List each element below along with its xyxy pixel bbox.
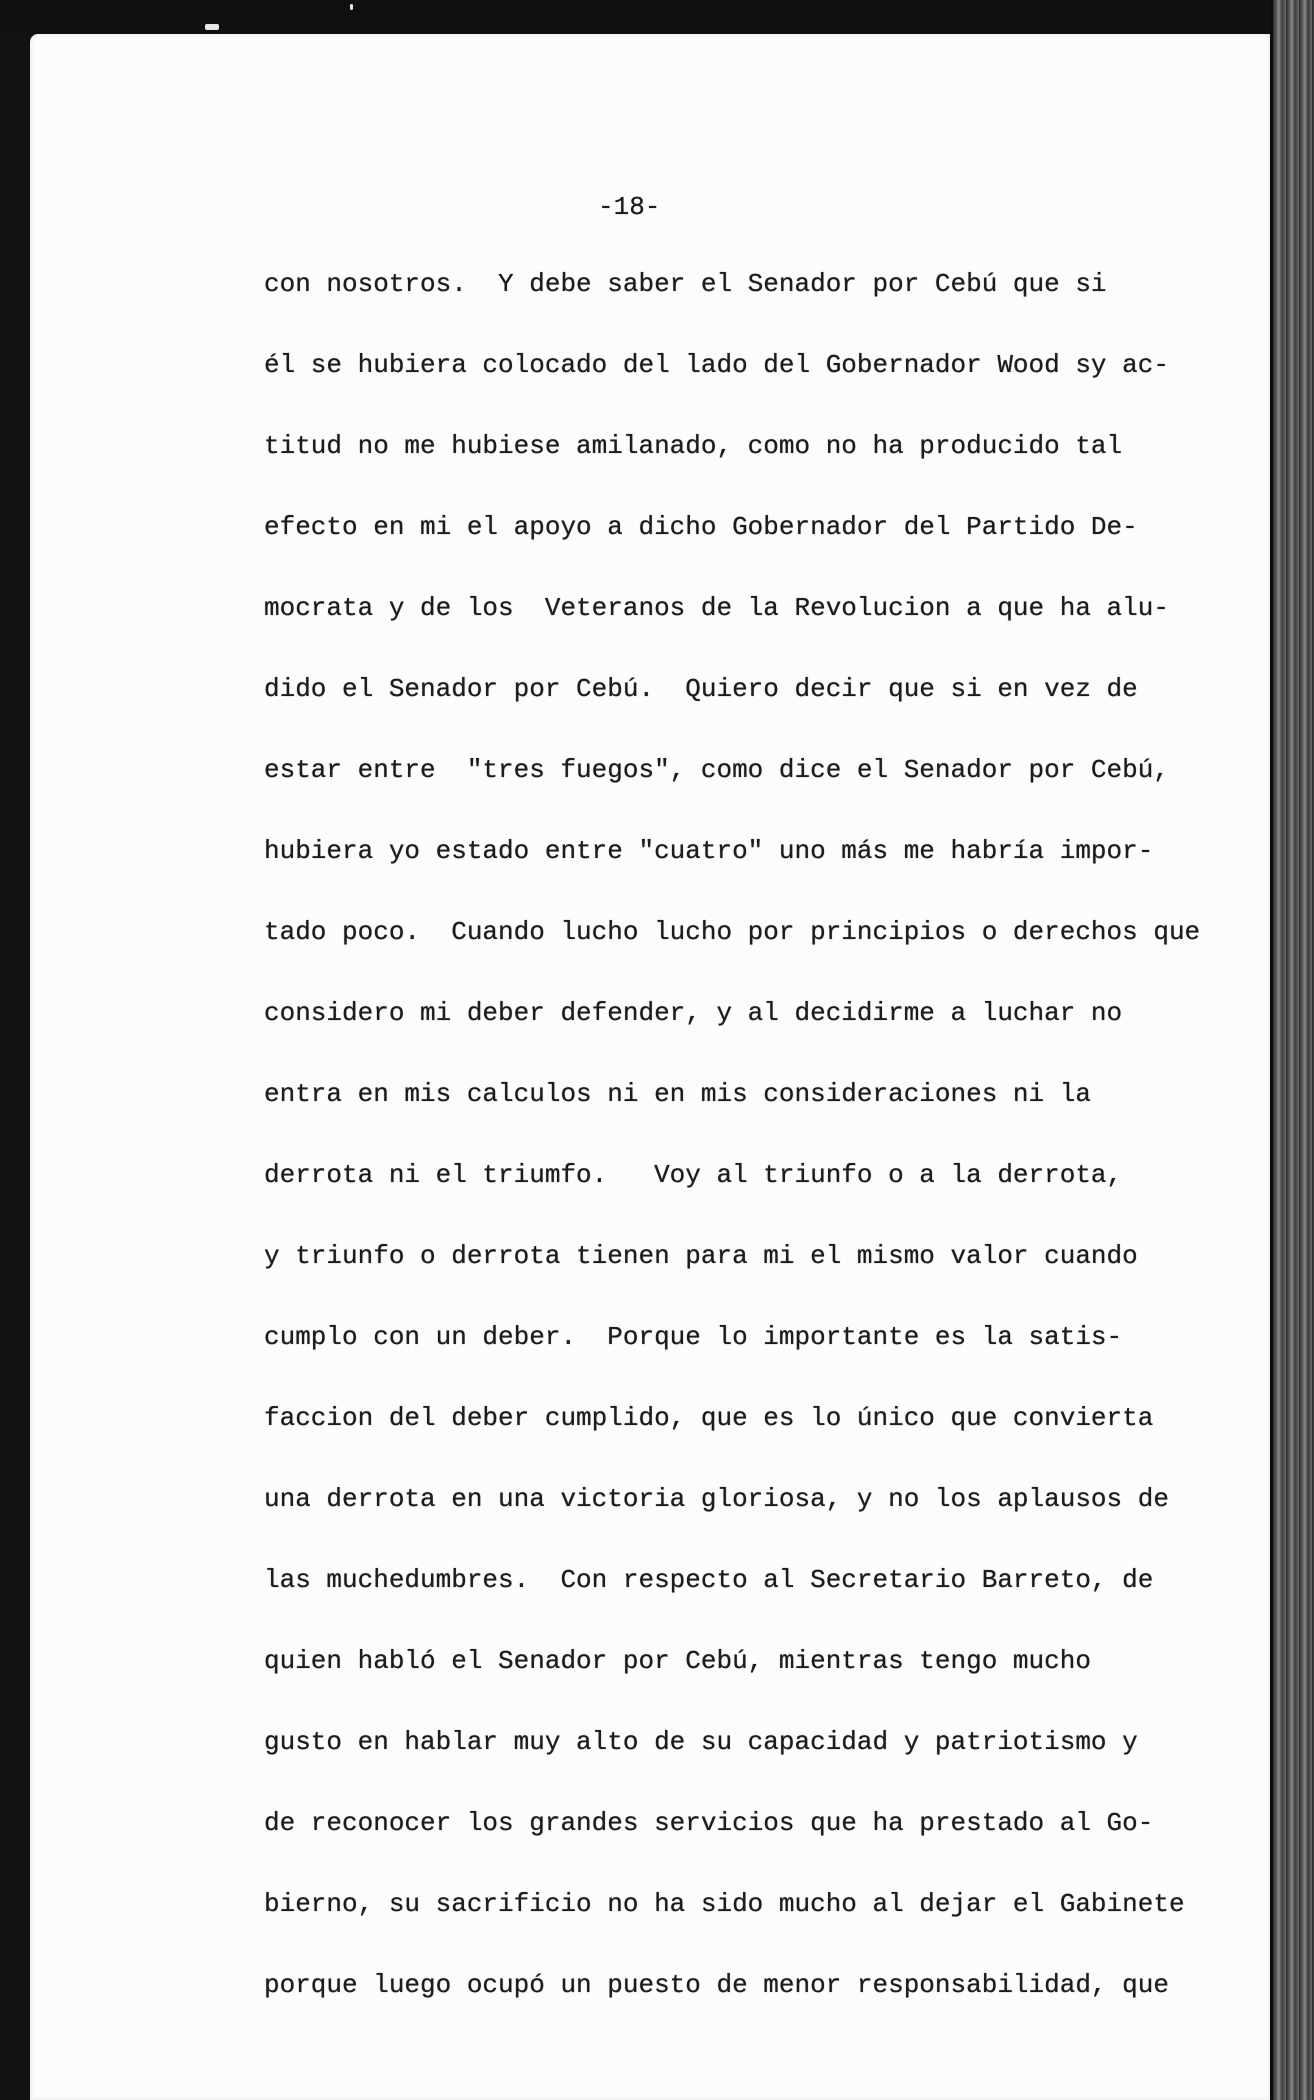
scan-top-border [0,0,1270,34]
text-line: mocrata y de los Veteranos de la Revolucion a que ha alu- [264,593,1169,623]
text-line: de reconocer los grandes servicios que ha prestado al Go- [264,1808,1154,1838]
text-line: faccion del deber cumplido, que es lo único que convierta [264,1403,1154,1433]
text-line: con nosotros. Y debe saber el Senador por Cebú que si [264,269,1107,299]
page-number: -18- [598,192,661,222]
dust-speck [205,24,219,30]
text-line: bierno, su sacrificio no ha sido mucho al dejar el Gabinete [264,1889,1185,1919]
body-text [264,244,1244,2026]
text-line: él se hubiera colocado del lado del Gobernador Wood sy ac- [264,350,1169,380]
text-line: efecto en mi el apoyo a dicho Gobernador del Partido De- [264,512,1138,542]
text-line: dido el Senador por Cebú. Quiero decir que si en vez de [264,674,1138,704]
dust-speck [350,4,353,10]
text-line: quien habló el Senador por Cebú, mientras tengo mucho [264,1646,1091,1676]
text-line: derrota ni el triumfo. Voy al triunfo o a la derrota, [264,1160,1123,1190]
text-line: entra en mis calculos ni en mis consideraciones ni la [264,1079,1091,1109]
text-line: una derrota en una victoria gloriosa, y no los aplausos de [264,1484,1169,1514]
text-line: hubiera yo estado entre "cuatro" uno más me habría impor- [264,836,1154,866]
text-line: cumplo con un deber. Porque lo importante es la satis- [264,1322,1123,1352]
text-line: y triunfo o derrota tienen para mi el mismo valor cuando [264,1241,1138,1271]
scan-right-border [1270,0,1314,2100]
text-line: titud no me hubiese amilanado, como no ha producido tal [264,431,1123,461]
text-line: las muchedumbres. Con respecto al Secretario Barreto, de [264,1565,1154,1595]
text-line: porque luego ocupó un puesto de menor responsabilidad, que [264,1970,1169,2000]
text-line: estar entre "tres fuegos", como dice el Senador por Cebú, [264,755,1169,785]
text-line: tado poco. Cuando lucho lucho por principios o derechos que [264,917,1201,947]
text-line: considero mi deber defender, y al decidirme a luchar no [264,998,1123,1028]
text-line: gusto en hablar muy alto de su capacidad y patriotismo y [264,1727,1138,1757]
